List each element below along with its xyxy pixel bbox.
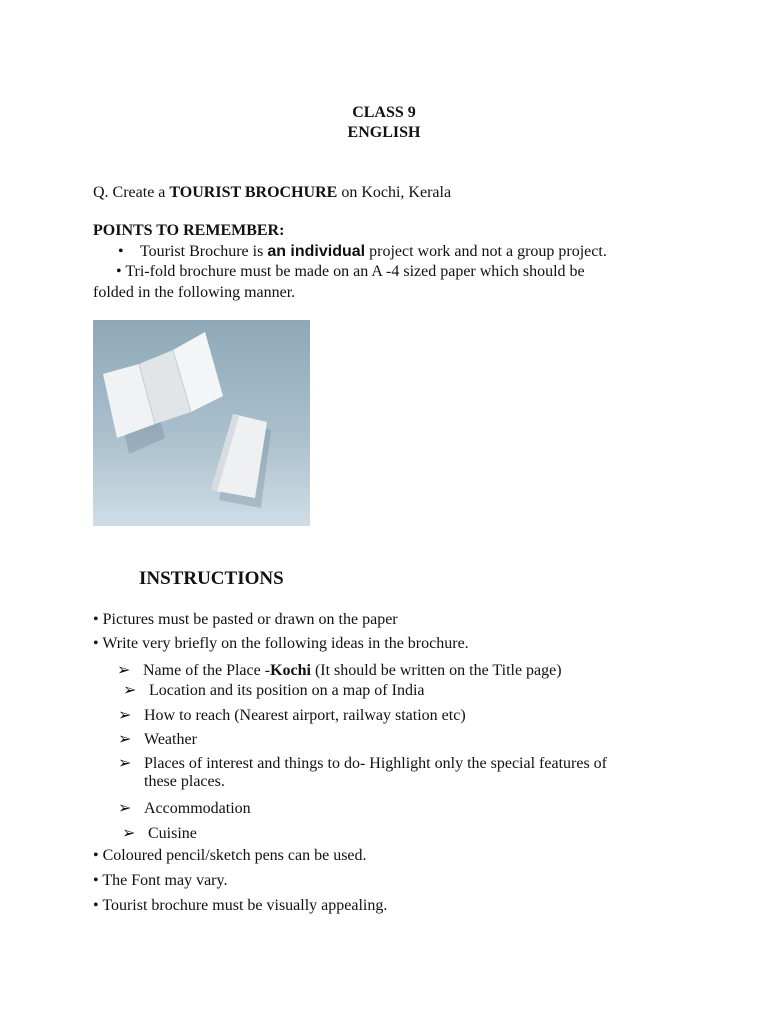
question-prefix: Q. Create a	[93, 184, 170, 201]
sub-item-cuisine-text: Cuisine	[148, 825, 197, 842]
arrow-bullet-icon: ➢	[118, 731, 132, 748]
arrow-bullet-icon: ➢	[118, 707, 132, 724]
sub-item-accommodation	[118, 798, 251, 818]
sub-item-accommodation-text: Accommodation	[144, 800, 251, 817]
arrow-bullet-icon: ➢	[122, 825, 136, 842]
sub-item-location-text: Location and its position on a map of India	[149, 682, 425, 699]
sub-item-places-continued: these places.	[144, 773, 225, 790]
points-item-2-line-2: folded in the following manner.	[93, 284, 296, 301]
folded-brochure-photo	[93, 320, 310, 526]
sub-item-place-prefix: Name of the Place -	[143, 662, 271, 679]
class-heading: CLASS 9	[352, 104, 416, 121]
instructions-heading: INSTRUCTIONS	[139, 568, 284, 589]
points-item-1-prefix: Tourist Brochure is	[140, 243, 268, 260]
arrow-bullet-icon: ➢	[117, 662, 131, 679]
instruction-line-5: • Tourist brochure must be visually appealing.	[93, 897, 388, 914]
sub-item-weather	[118, 729, 197, 749]
question-suffix: on Kochi, Kerala	[337, 184, 452, 201]
instruction-line-2: • Write very briefly on the following ideas in the brochure.	[93, 635, 469, 652]
sub-item-place	[117, 660, 562, 680]
points-item-1-suffix: project work and not a group project.	[365, 243, 607, 260]
sub-item-places	[118, 753, 607, 773]
arrow-bullet-icon: ➢	[118, 800, 132, 817]
points-heading: POINTS TO REMEMBER:	[93, 222, 285, 239]
points-item-1-emphasis: an individual	[267, 243, 366, 260]
instruction-line-1: • Pictures must be pasted or drawn on the paper	[93, 611, 398, 628]
bullet-icon: •	[118, 243, 124, 260]
subject-heading: ENGLISH	[347, 124, 421, 141]
arrow-bullet-icon: ➢	[118, 755, 132, 772]
sub-item-weather-text: Weather	[144, 731, 197, 748]
points-item-1	[118, 243, 607, 261]
sub-item-place-suffix: (It should be written on the Title page)	[310, 662, 562, 679]
sub-item-reach	[118, 705, 466, 725]
sub-item-location	[123, 680, 425, 700]
question-emphasis: TOURIST BROCHURE	[169, 184, 338, 201]
sub-item-reach-text: How to reach (Nearest airport, railway station etc)	[144, 707, 466, 724]
instruction-line-3: • Coloured pencil/sketch pens can be used.	[93, 847, 367, 864]
instruction-line-4: • The Font may vary.	[93, 872, 228, 889]
sub-item-places-text: Places of interest and things to do- Highlight only the special features of	[144, 755, 607, 772]
question-line	[93, 184, 451, 202]
sub-item-place-emphasis: Kochi	[270, 662, 311, 679]
arrow-bullet-icon: ➢	[123, 682, 137, 699]
points-item-2-line-1: • Tri-fold brochure must be made on an A -4 sized paper which should be	[116, 263, 585, 280]
sub-item-cuisine	[122, 823, 197, 843]
